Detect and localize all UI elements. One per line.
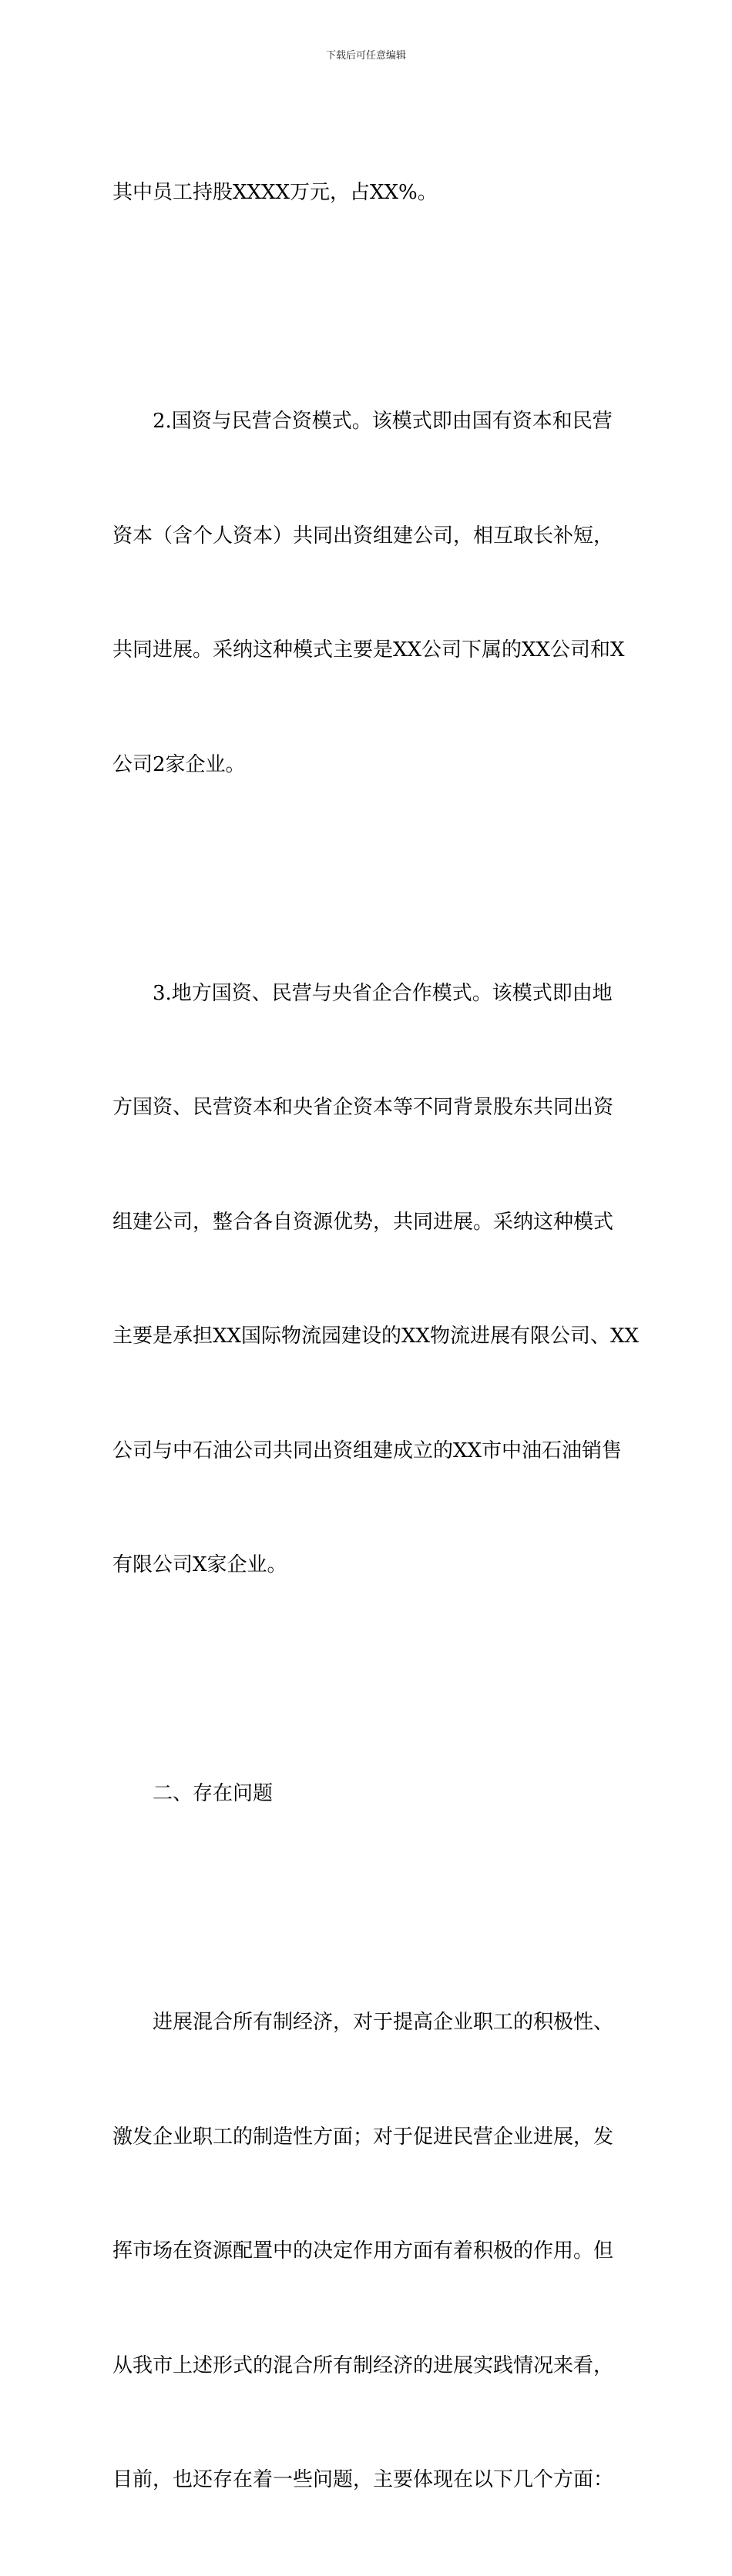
text-line: 激发企业职工的制造性方面；对于促进民营企业进展，发 [112,2125,614,2149]
text-line: 3.地方国资、民营与央省企合作模式。该模式即由地 [153,981,613,1005]
text-line: 公司与中石油公司共同出资组建成立的XX市中油石油销售 [112,1439,623,1462]
text-line: 挥市场在资源配置中的决定作用方面有着积极的作用。但 [112,2239,614,2263]
paragraph-employee-shares [112,98,623,289]
section-heading: 二、存在问题 [153,1782,274,1805]
text-line: 资本（含个人资本）共同出资组建公司，相互取长补短， [112,524,614,548]
text-line: 其中员工持股XXXX万元，占XX%。 [112,181,438,204]
text-line: 共同进展。采纳这种模式主要是XX公司下属的XX公司和X [112,638,625,662]
section-heading-problems [112,1699,623,1890]
text-line: 进展混合所有制经济，对于提高企业职工的积极性、 [153,2011,614,2034]
text-line: 目前，也还存在着一些问题，主要体现在以下几个方面： [112,2468,614,2491]
paragraph-state-private-joint-venture [112,327,623,860]
paragraph-local-central-cooperation [112,899,640,1661]
paragraph-mixed-ownership-issues [112,1928,623,2576]
text-line: 有限公司X家企业。 [112,1553,287,1576]
text-line: 方国资、民营资本和央省企资本等不同背景股东共同出资 [112,1096,614,1119]
page-header: 下载后可任意编辑 [325,50,406,62]
text-line: 从我市上述形式的混合所有制经济的进展实践情况来看， [112,2353,614,2377]
text-line: 组建公司，整合各自资源优势，共同进展。采纳这种模式 [112,1210,614,1234]
text-line: 2.国资与民营合资模式。该模式即由国有资本和民营 [153,410,613,433]
text-line: 公司2家企业。 [112,752,246,776]
document-body [112,98,640,2576]
text-line: 主要是承担XX国际物流园建设的XX物流进展有限公司、XX [112,1325,640,1348]
